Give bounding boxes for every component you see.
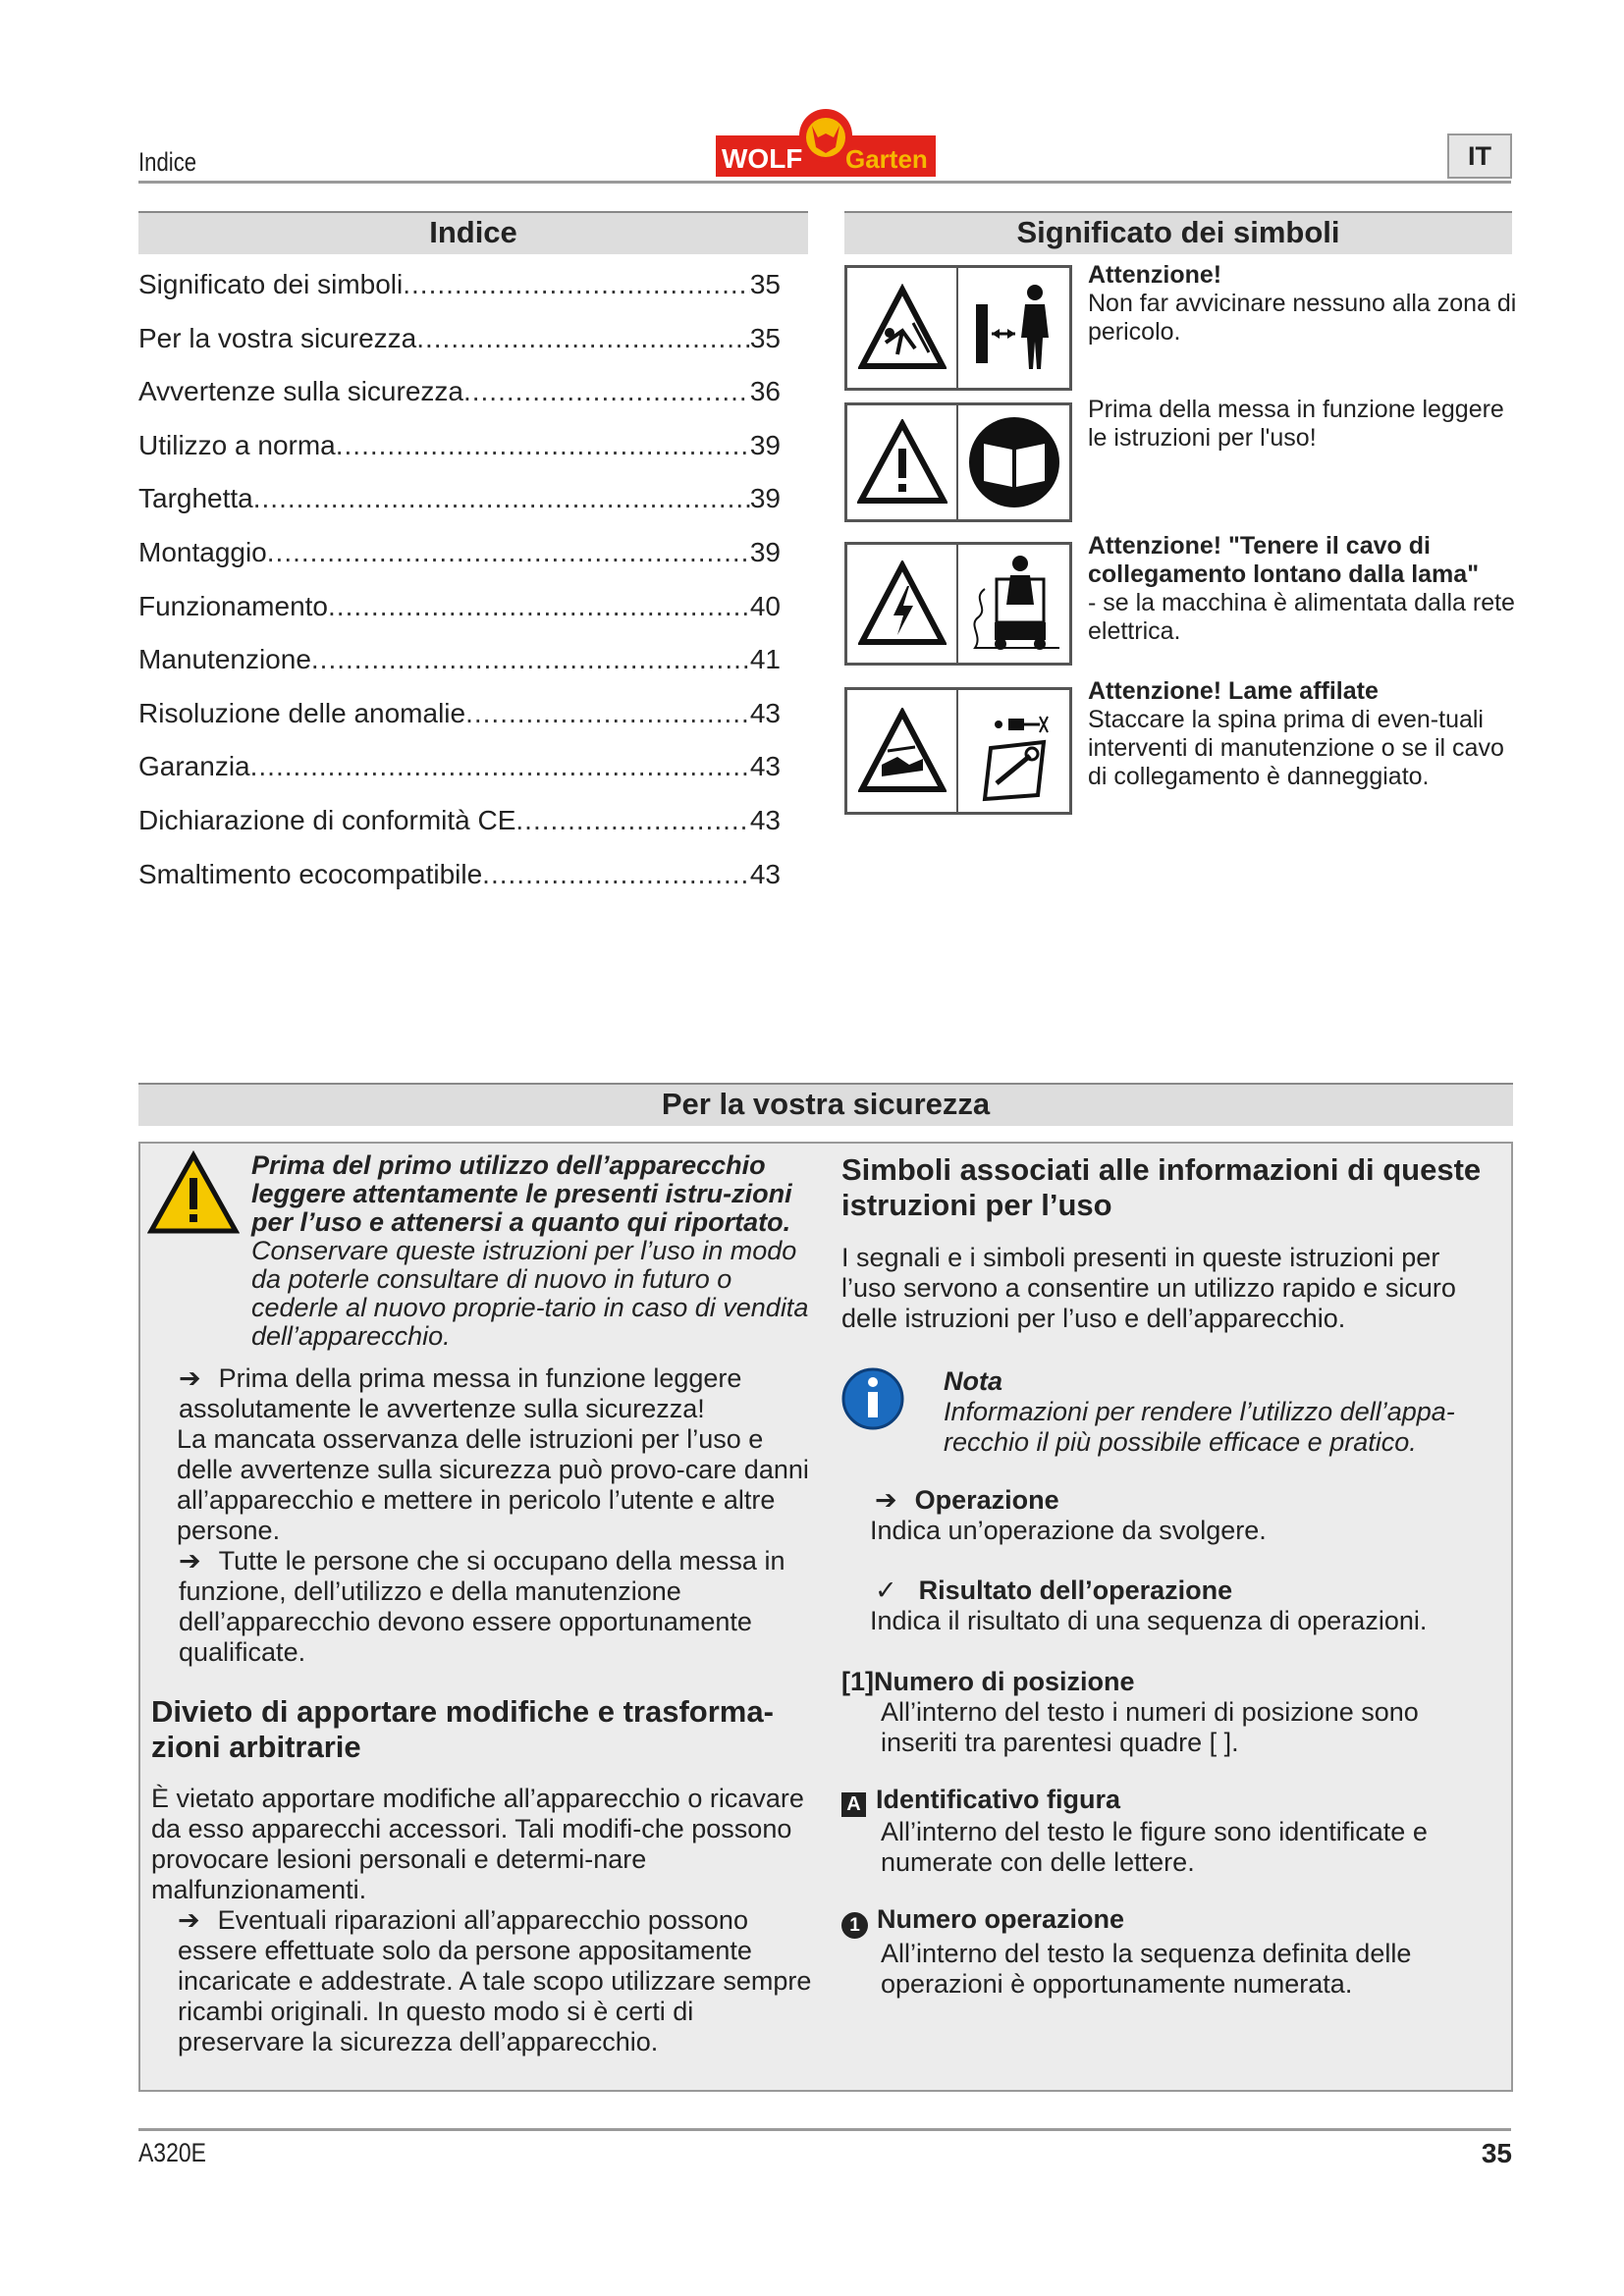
arrow-right-icon: ➔: [179, 1546, 201, 1575]
toc-item[interactable]: [138, 430, 781, 461]
toc-item-label: Funzionamento: [138, 590, 329, 621]
operation-number-badge: 1: [841, 1912, 868, 1939]
toc-item-page: 39: [749, 537, 781, 567]
operation-item: [870, 1485, 1508, 1546]
toc-item-label: Garanzia: [138, 751, 250, 782]
symbol-text-3: [1088, 532, 1520, 646]
toc-item-label: Per la vostra sicurezza: [138, 322, 417, 353]
mower-cable-icon: [958, 545, 1069, 663]
position-text: All’interno del testo i numeri di posizione sono inseriti tra parentesi quadre [ ].: [881, 1697, 1419, 1757]
figure-id-item: [841, 1785, 1489, 1878]
footer-page-number: 35: [1481, 2138, 1512, 2168]
toc-item-leader: [463, 376, 750, 407]
toc-item-label: Significato dei simboli: [138, 269, 404, 299]
operation-text: Indica un’operazione da svolgere.: [870, 1516, 1267, 1545]
warning-triangle-icon: [847, 268, 958, 388]
figure-badge: A: [841, 1792, 866, 1817]
footer-model: A320E: [138, 2138, 206, 2167]
symbol-text-1: [1088, 261, 1520, 347]
safety-step-1-text: Prima della prima messa in funzione leggere assolutamente le avvertenze sulla sicurezza!: [179, 1363, 742, 1423]
symbols-title: Significato dei simboli: [844, 211, 1512, 254]
toc-item-label: Montaggio: [138, 537, 267, 567]
warning-triangle-large-icon: [147, 1150, 240, 1240]
toc-item-leader: [336, 430, 750, 461]
symbol-text-2: [1088, 396, 1520, 453]
brand-garten: Garten: [845, 144, 928, 174]
toc-item-page: 35: [749, 322, 781, 353]
toc-item-leader: [328, 591, 750, 622]
symbol-4-heading: Attenzione! Lame affilate: [1088, 677, 1379, 705]
language-label: IT: [1468, 141, 1491, 171]
arrow-right-icon: ➔: [178, 1905, 200, 1935]
toc-item-page: 43: [749, 805, 781, 835]
toc-item-leader: [253, 483, 750, 514]
header-section-label: Indice: [138, 147, 197, 177]
arrow-right-icon: ➔: [179, 1363, 201, 1393]
brand-wolf: WOLF: [722, 143, 803, 174]
toc-item-label: Avvertenze sulla sicurezza: [138, 376, 463, 407]
toc-item-page: 43: [749, 697, 781, 728]
toc-item[interactable]: [138, 269, 781, 300]
nota-title: Nota: [944, 1366, 1002, 1396]
symbol-2-text: Prima della messa in funzione leggere le istruzioni per l'uso!: [1088, 396, 1504, 452]
exclamation-triangle-icon: [847, 405, 958, 519]
toc-item-leader: [515, 805, 749, 836]
toc-item[interactable]: [138, 805, 781, 836]
safety-intro-rest: Conservare queste istruzioni per l’uso in modo da poterle consultare di nuovo in futuro o cederle al nuovo proprie-tario in caso di vendita dell’apparecchio.: [251, 1236, 809, 1351]
figure-id-text: All’interno del testo le figure sono identificate e numerate con delle lettere.: [881, 1817, 1428, 1877]
toc-item-page: 43: [749, 751, 781, 782]
symbol-cable-away: [844, 542, 1072, 666]
keep-distance-person-icon: [958, 268, 1069, 388]
toc-item-page: 35: [749, 269, 781, 299]
electric-warning-icon: [847, 545, 958, 663]
toc-item-label: Smaltimento ecocompatibile: [138, 858, 483, 889]
toc-item[interactable]: [138, 859, 781, 890]
safety-step-2-text: Tutte le persone che si occupano della messa in funzione, dell’utilizzo e della manutenzione dell’apparecchio devono essere opportunamente qualificate.: [179, 1546, 785, 1667]
toc-item-leader: [267, 537, 750, 568]
modification-body: [151, 1784, 819, 2057]
modification-text: È vietato apportare modifiche all’apparecchio o ricavare da esso apparecchi accessori. Tali modifi-che possono provocare lesioni personali e determi-nare malfunzionamenti.: [151, 1784, 804, 1904]
safety-step-1: [152, 1363, 820, 1668]
arrow-right-icon: ➔: [875, 1485, 897, 1515]
toc-item-page: 43: [749, 858, 781, 889]
result-title: Risultato dell’operazione: [918, 1575, 1233, 1605]
symbol-read-manual: [844, 402, 1072, 522]
toc-item-page: 40: [749, 590, 781, 621]
symbol-keep-distance: [844, 265, 1072, 391]
toc-item-label: Targhetta: [138, 483, 253, 514]
operation-number-text: All’interno del testo la sequenza definita delle operazioni è opportunamente numerata.: [881, 1939, 1412, 1999]
modification-title: Divieto di apportare modifiche e trasforma-zioni arbitrarie: [151, 1694, 774, 1764]
blade-warning-icon: [847, 690, 958, 812]
toc-item-label: Utilizzo a norma: [138, 429, 336, 460]
header-divider: [138, 181, 1511, 184]
symbol-4-text: Staccare la spina prima di even-tuali interventi di manutenzione o se il cavo di collegamento è danneggiato.: [1088, 706, 1504, 790]
nota-text: Informazioni per rendere l’utilizzo dell’appa-recchio il più possibile efficace e pratico.: [944, 1397, 1455, 1457]
result-text: Indica il risultato di una sequenza di operazioni.: [870, 1606, 1428, 1635]
footer-divider: [138, 2128, 1511, 2131]
toc-item[interactable]: [138, 323, 781, 354]
toc-item[interactable]: [138, 751, 781, 782]
symbol-1-heading: Attenzione!: [1088, 261, 1222, 289]
toc-item[interactable]: [138, 698, 781, 729]
safety-title: Per la vostra sicurezza: [138, 1083, 1513, 1126]
read-manual-icon: [958, 405, 1069, 519]
toc-item-leader: [311, 644, 750, 675]
toc-item-leader: [250, 751, 750, 782]
toc-item[interactable]: [138, 483, 781, 514]
operation-number-item: [841, 1904, 1489, 2000]
toc-item-leader: [403, 269, 750, 300]
toc-item-page: 41: [749, 644, 781, 675]
brand-logo: [714, 108, 938, 179]
toc-item-page: 39: [749, 429, 781, 460]
toc-item-page: 36: [749, 376, 781, 407]
symbol-3-heading: Attenzione! "Tenere il cavo di collegamento lontano dalla lama": [1088, 532, 1480, 588]
toc-item-leader: [465, 698, 750, 729]
operation-title: Operazione: [914, 1485, 1059, 1515]
figure-id-title: Identificativo figura: [876, 1785, 1121, 1814]
toc-item-page: 39: [749, 483, 781, 514]
toc-item-label: Dichiarazione di conformità CE: [138, 805, 516, 835]
toc-item[interactable]: [138, 537, 781, 568]
modification-step-text: Eventuali riparazioni all’apparecchio possono essere effettuate solo da persone appositamente incaricate e addestrate. A tale scopo utilizzare sempre ricambi originali. In questo modo si è certi di preservare la sicurezza dell’apparecchio.: [178, 1905, 812, 2056]
symbol-sharp-blades: [844, 687, 1072, 815]
result-item: [870, 1575, 1508, 1636]
symbol-1-text: Non far avvicinare nessuno alla zona di pericolo.: [1088, 290, 1517, 346]
safety-intro-bold: Prima del primo utilizzo dell’apparecchio leggere attentamente le presenti istru-zioni per l’uso e attenersi a quanto qui riportato.: [251, 1150, 792, 1237]
safety-intro: [251, 1151, 809, 1351]
toc-item[interactable]: [138, 644, 781, 675]
unplug-maintenance-icon: [958, 690, 1069, 812]
symbol-text-4: [1088, 677, 1520, 791]
toc-item-label: Risoluzione delle anomalie: [138, 697, 466, 728]
checkmark-icon: ✓: [875, 1575, 897, 1605]
toc-item-label: Manutenzione: [138, 644, 311, 675]
language-badge: [1447, 133, 1512, 179]
position-item: [841, 1667, 1489, 1758]
position-title: [1]Numero di posizione: [841, 1667, 1135, 1696]
toc-title: Indice: [138, 211, 808, 254]
symbol-3-text: - se la macchina è alimentata dalla rete elettrica.: [1088, 589, 1515, 645]
info-icon: [840, 1366, 905, 1436]
safety-step-1-more: La mancata osservanza delle istruzioni per l’uso e delle avvertenze sulla sicurezza può provo-care danni all’apparecchio e mettere in pericolo l’utente e altre persone.: [177, 1424, 809, 1545]
toc-item-leader: [482, 859, 750, 890]
operation-number-title: Numero operazione: [877, 1904, 1125, 1934]
symbols-legend-intro: I segnali e i simboli presenti in queste istruzioni per l’uso servono a consentire un utilizzo rapido e sicuro delle istruzioni per l’uso e dell’apparecchio.: [841, 1243, 1456, 1333]
toc-item[interactable]: [138, 376, 781, 407]
toc-item-leader: [416, 323, 750, 354]
symbols-legend-title: Simboli associati alle informazioni di queste istruzioni per l’uso: [841, 1152, 1482, 1222]
toc-item[interactable]: [138, 591, 781, 622]
